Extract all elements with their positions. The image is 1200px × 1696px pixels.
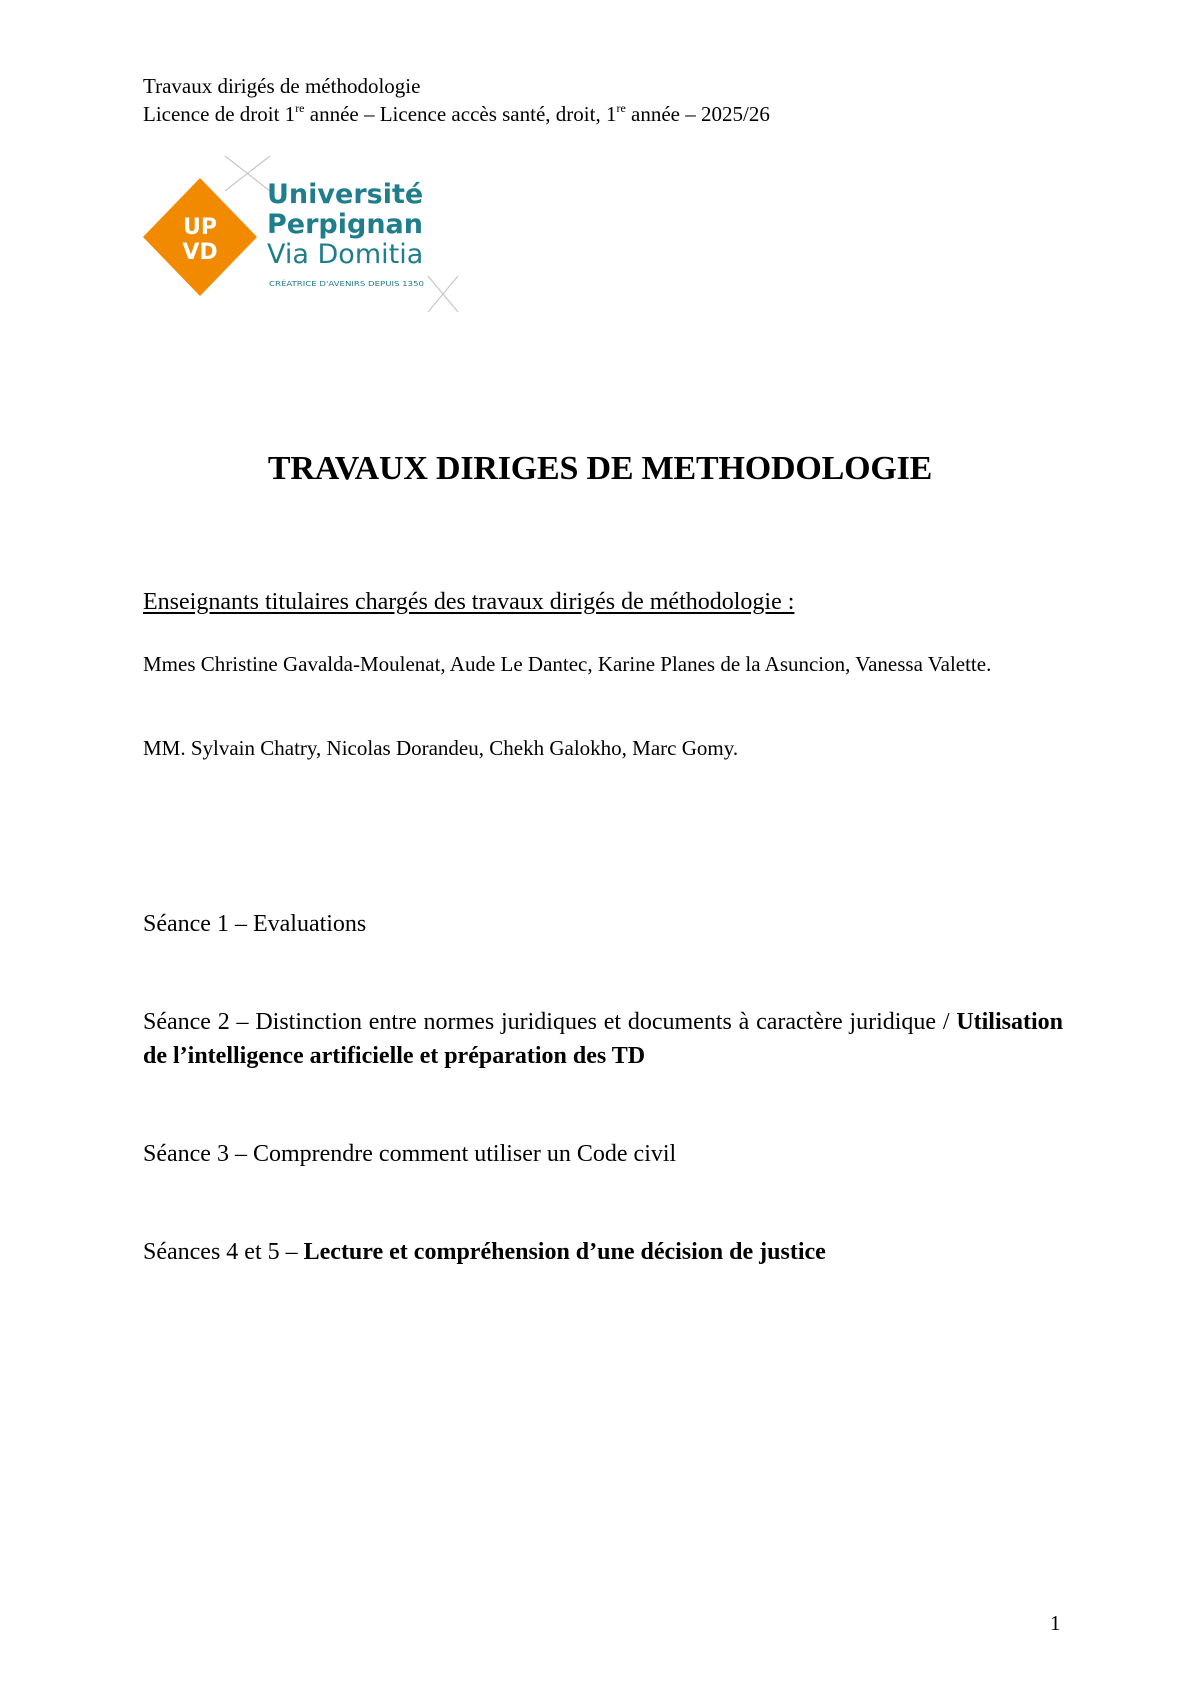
header-course-title: Travaux dirigés de méthodologie <box>143 74 421 98</box>
badge-text-vd: VD <box>182 240 218 265</box>
session-4-5: Séances 4 et 5 – Lecture et compréhension d’une décision de justice <box>143 1239 826 1265</box>
badge-text-up: UP <box>183 215 217 240</box>
page-header <box>143 72 770 128</box>
university-logo <box>140 150 480 325</box>
document-title: TRAVAUX DIRIGES DE METHODOLOGIE <box>267 450 933 487</box>
teachers-heading: Enseignants titulaires chargés des travaux dirigés de méthodologie : <box>143 589 795 615</box>
logo-name-via-domitia: Via Domitia <box>267 239 424 270</box>
logo-tagline: CRÉATRICE D'AVENIRS DEPUIS 1350 <box>269 279 425 288</box>
session-2: Séance 2 – Distinction entre normes juridiques et documents à caractère juridique / Utilisation de l’intelligence artificielle et préparation des TD <box>143 1009 1063 1069</box>
decorative-cross-top <box>225 156 270 191</box>
logo-name-perpignan: Perpignan <box>267 209 423 240</box>
session-1: Séance 1 – Evaluations <box>143 911 367 937</box>
decorative-cross-bottom <box>428 276 458 312</box>
session-3: Séance 3 – Comprendre comment utiliser un Code civil <box>143 1141 677 1167</box>
teachers-mm: MM. Sylvain Chatry, Nicolas Dorandeu, Chekh Galokho, Marc Gomy. <box>143 736 739 760</box>
teachers-mmes: Mmes Christine Gavalda-Moulenat, Aude Le Dantec, Karine Planes de la Asuncion, Vanessa Valette. <box>143 652 992 676</box>
logo-name-universite: Université <box>267 179 424 210</box>
header-program-line: Licence de droit 1re année – Licence accès santé, droit, 1re année – 2025/26 <box>143 101 770 126</box>
page-number: 1 <box>1050 1611 1061 1635</box>
